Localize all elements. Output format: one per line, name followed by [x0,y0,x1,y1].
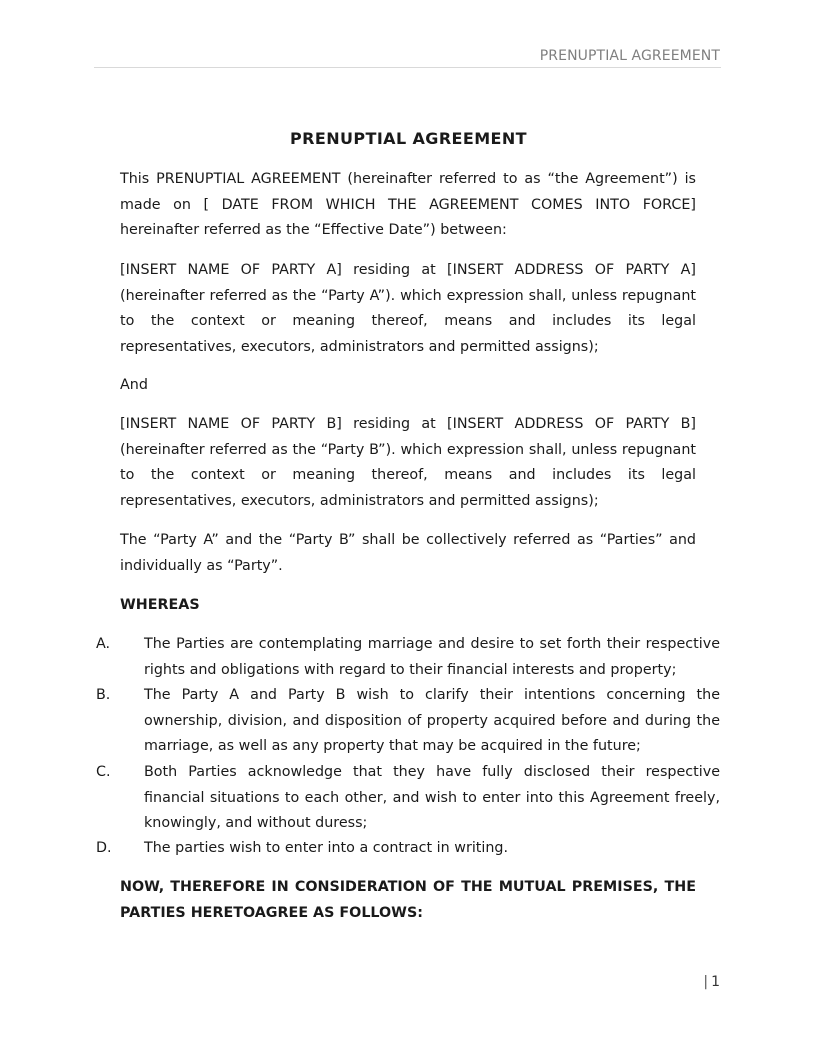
page-footer [703,974,720,990]
recital-item [96,760,721,837]
recital-letter: D. [96,840,112,856]
and-conjunction: And [120,377,148,393]
party-a-paragraph: [INSERT NAME OF PARTY A] residing at [INSERT ADDRESS OF PARTY A] (hereinafter referred as the “Party A”). which expression shall, unless repugnant to the context or meaning thereof, means and includes its legal representatives, executors, administrators and permitted assigns); [120,262,696,355]
recital-letter: C. [96,764,111,780]
party-b-paragraph: [INSERT NAME OF PARTY B] residing at [INSERT ADDRESS OF PARTY B] (hereinafter referred as the “Party B”). which expression shall, unless repugnant to the context or meaning thereof, means and includes its legal representatives, executors, administrators and permitted assigns); [120,416,696,509]
recital-text: The Party A and Party B wish to clarify their intentions concerning the ownership, division, and disposition of property acquired before and during the marriage, as well as any property that may be acquired in the future; [144,687,720,755]
recital-letter: A. [96,636,111,652]
footer-separator: | [703,974,709,990]
recital-item [96,836,721,862]
recital-letter: B. [96,687,111,703]
whereas-heading: WHEREAS [120,597,200,613]
running-header-title: PRENUPTIAL AGREEMENT [539,48,720,64]
recital-text: The parties wish to enter into a contract in writing. [144,840,509,856]
page-header [94,47,721,68]
page-number: 1 [711,974,720,990]
intro-paragraph: This PRENUPTIAL AGREEMENT (hereinafter referred to as “the Agreement”) is made on [ DATE FROM WHICH THE AGREEMENT COMES INTO FORCE] hereinafter referred as the “Effective Date”) between: [120,171,696,239]
recital-item [96,632,721,683]
document-title: PRENUPTIAL AGREEMENT [290,129,527,148]
parties-definition-paragraph: The “Party A” and the “Party B” shall be collectively referred as “Parties” and individually as “Party”. [120,532,696,574]
recital-text: The Parties are contemplating marriage and desire to set forth their respective rights and obligations with regard to their financial interests and property; [144,636,720,678]
recital-item [96,683,721,760]
recital-text: Both Parties acknowledge that they have fully disclosed their respective financial situations to each other, and wish to enter into this Agreement freely, knowingly, and without duress; [144,764,720,832]
now-therefore-clause: NOW, THEREFORE IN CONSIDERATION OF THE MUTUAL PREMISES, THE PARTIES HERETOAGREE AS FOLLOWS: [120,879,696,921]
